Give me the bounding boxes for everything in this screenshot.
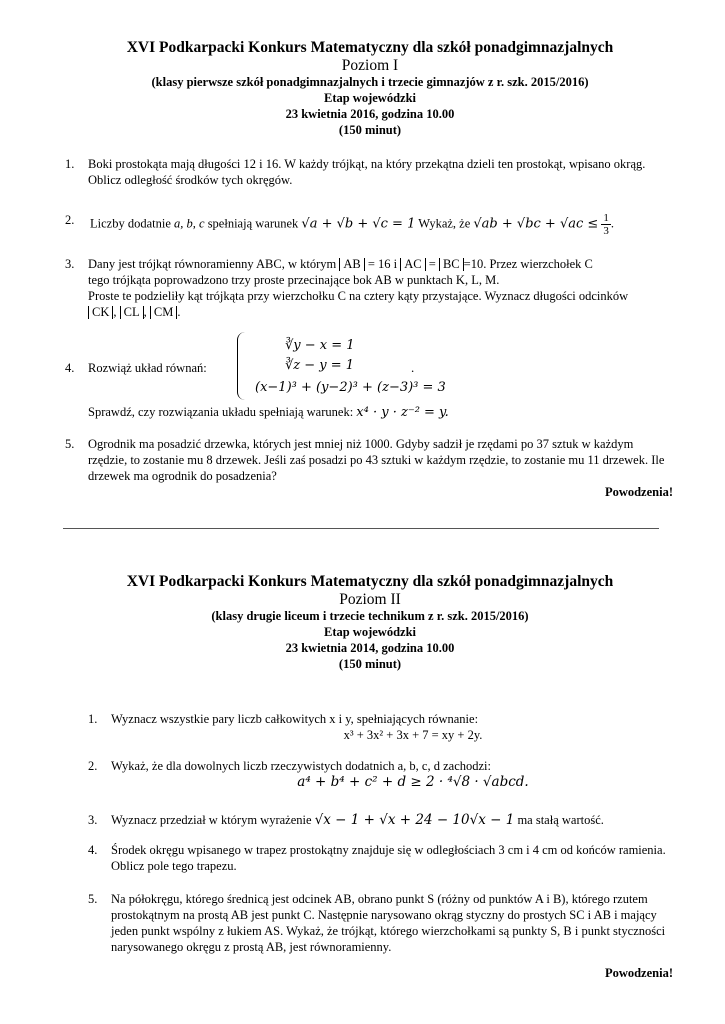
problem-number: 4. [88,843,98,857]
part2-problem-2 [88,758,678,792]
problem-number: 3. [65,257,75,271]
check-formula: x⁴ · y · z⁻² = y. [356,405,449,420]
problem-text: Sprawdź, czy rozwiązania układu spełniają warunek: [88,405,354,419]
part2-level: Poziom II [339,591,401,608]
part2-stage: Etap wojewódzki [323,625,417,639]
problem-text: Liczby dodatnie [90,216,171,231]
part2-problem-3 [88,812,678,832]
problem-text: Na półokręgu, którego średnicą jest odcinek AB, obrano punkt S (różny od punktów A i B), którego rzutem prostokątnym na prostą AB jest punkt C. Następnie narysowano okrąg styczny do prostych SC i AB i mający jeden punkt wspólny z łukiem AS. Wykaż, że trójkąt, którego wierzchołkami są punkty S, B i punkt styczności narysowanego okręgu z prostą AB, jest równoramienny. [111,892,666,954]
part2-duration: (150 minut) [338,657,402,671]
problem-text: Dany jest trójkąt równoramienny ABC, w którym [88,257,337,271]
part1-problem-5 [65,436,675,486]
part2-good-luck: Powodzenia! [604,966,673,980]
problem-formula: a⁴ + b⁴ + c² + d ≥ 2 · ⁴√8 · √abcd. [297,774,529,790]
problem-formula: x³ + 3x² + 3x + 7 = xy + 2y. [343,728,483,742]
segment-bc: BC [439,258,464,271]
part1-duration: (150 minut) [338,123,402,137]
part2-header [60,572,680,672]
problem-text: Wyznacz przedział w którym wyrażenie [111,813,312,827]
problem-text: Ogrodnik ma posadzić drzewka, których jest mniej niż 1000. Gdyby sadził je rzędami po 37 sztuk w każdym rzędzie, to zostanie mu 8 drzewek. Jeśli zaś posadzi po 43 sztuki w każdym rzędzie, to zostanie mu 11 drzewek. Ile drzewek ma ogrodnik do posadzenia? [88,437,665,483]
part1-problem-4: 4. Rozwiąż układ równań: ∛y − x = 1 ∛z − y = 1 (x−1)³ + (y−2)³ + (z−3)³ = 3 . [65,360,675,420]
part2-date: 23 kwietnia 2014, godzina 10.00 [285,641,455,655]
problem-number: 4. [65,361,75,375]
segment-ab: AB [339,258,364,271]
part1-level: Poziom I [341,57,399,74]
segment-ck: CK [88,306,113,319]
part1-stage: Etap wojewódzki [323,91,417,105]
part2-problem-5 [88,891,678,957]
part1-problem-1 [65,156,675,190]
problem-text: spełniają warunek [207,216,299,231]
system-equation-1: ∛y − x = 1 [285,338,355,353]
fraction-one-third: $\frac{1}{3}$ [603,212,609,237]
inequality-formula: √ab + √bc + √ac ≤ [473,216,599,232]
problem-text: Wykaż, że dla dowolnych liczb rzeczywistych dodatnich a, b, c, d zachodzi: [111,759,491,773]
problem-text: Boki prostokąta mają długości 12 i 16. W każdy trójkąt, na który przekątna dzieli ten prostokąt, wpisano okrąg. Oblicz odległość środków tych okręgów. [88,157,646,187]
system-equation-3: (x−1)³ + (y−2)³ + (z−3)³ = 3 [255,380,446,395]
problem-number: 5. [65,437,75,451]
problem-vars: a, b, c [174,216,205,231]
problem-text: Wyznacz wszystkie pary liczb całkowitych x i y, spełniających równanie: [111,712,479,726]
section-divider [63,528,659,529]
problem-text: ma stałą wartość. [517,813,604,827]
problem-text: Środek okręgu wpisanego w trapez prostokątny znajduje się w odległościach 3 cm i 4 cm od końców ramienia. Oblicz pole tego trapezu. [111,843,666,873]
problem-number: 2. [88,759,98,773]
part1-classes: (klasy pierwsze szkół ponadgimnazjalnych i trzecie gimnazjów z r. szk. 2015/2016) [151,75,589,89]
problem-text: Wykaż, że [418,216,471,231]
problem-number: 2. [65,213,75,227]
part2-problem-1 [88,711,678,745]
segment-cm: CM [150,306,177,319]
part1-header [60,38,680,138]
segment-cl: CL [120,306,144,319]
part2-classes: (klasy drugie liceum i trzecie technikum z r. szk. 2015/2016) [211,609,529,623]
part1-title: XVI Podkarpacki Konkurs Matematyczny dla szkół ponadgimnazjalnych [126,39,614,56]
part1-good-luck: Powodzenia! [604,485,673,499]
condition-formula: √a + √b + √c = 1 [301,216,416,232]
part2-title: XVI Podkarpacki Konkurs Matematyczny dla szkół ponadgimnazjalnych [126,573,614,590]
problem-text: Proste te podzieliły kąt trójkąta przy wierzchołku C na cztery kąty przystające. Wyznacz długości odcinków [88,289,629,303]
part1-problem-4-check [65,404,675,422]
problem-text: tego trójkąta poprowadzono trzy proste przecinające bok AB w punktach K, L, M. [88,273,500,287]
problem-number: 1. [88,712,98,726]
part1-problem-3: 3. Dany jest trójkąt równoramienny ABC, w którym AB = 16 i AC = BC =10. Przez wierzchołek C tego trójkąta poprowadzono trzy proste przecinające bok AB w punktach K, L, M. Proste te podzieliły kąt trójkąta przy wierzchołku C na cztery kąty przystające. Wyznacz długości odcinków CK , CL , CM . [65,256,675,318]
part2-problem-4 [88,842,678,876]
system-equation-2: ∛z − y = 1 [285,358,355,373]
problem-text: Rozwiąż układ równań: [88,361,207,375]
problem-number: 1. [65,157,75,171]
part1-date: 23 kwietnia 2016, godzina 10.00 [285,107,455,121]
problem-number: 3. [88,813,98,827]
problem-formula: √x − 1 + √x + 24 − 10√x − 1 [314,812,515,828]
part1-problem-2: 2. Liczby dodatnie a, b, c spełniają warunek √a + √b + √c = 1 Wykaż, że √ab + √bc + √ac ≤ $\frac{1}{3}$ . [65,212,615,237]
segment-ac: AC [400,258,425,271]
system-brace [237,332,246,400]
problem-number: 5. [88,892,98,906]
